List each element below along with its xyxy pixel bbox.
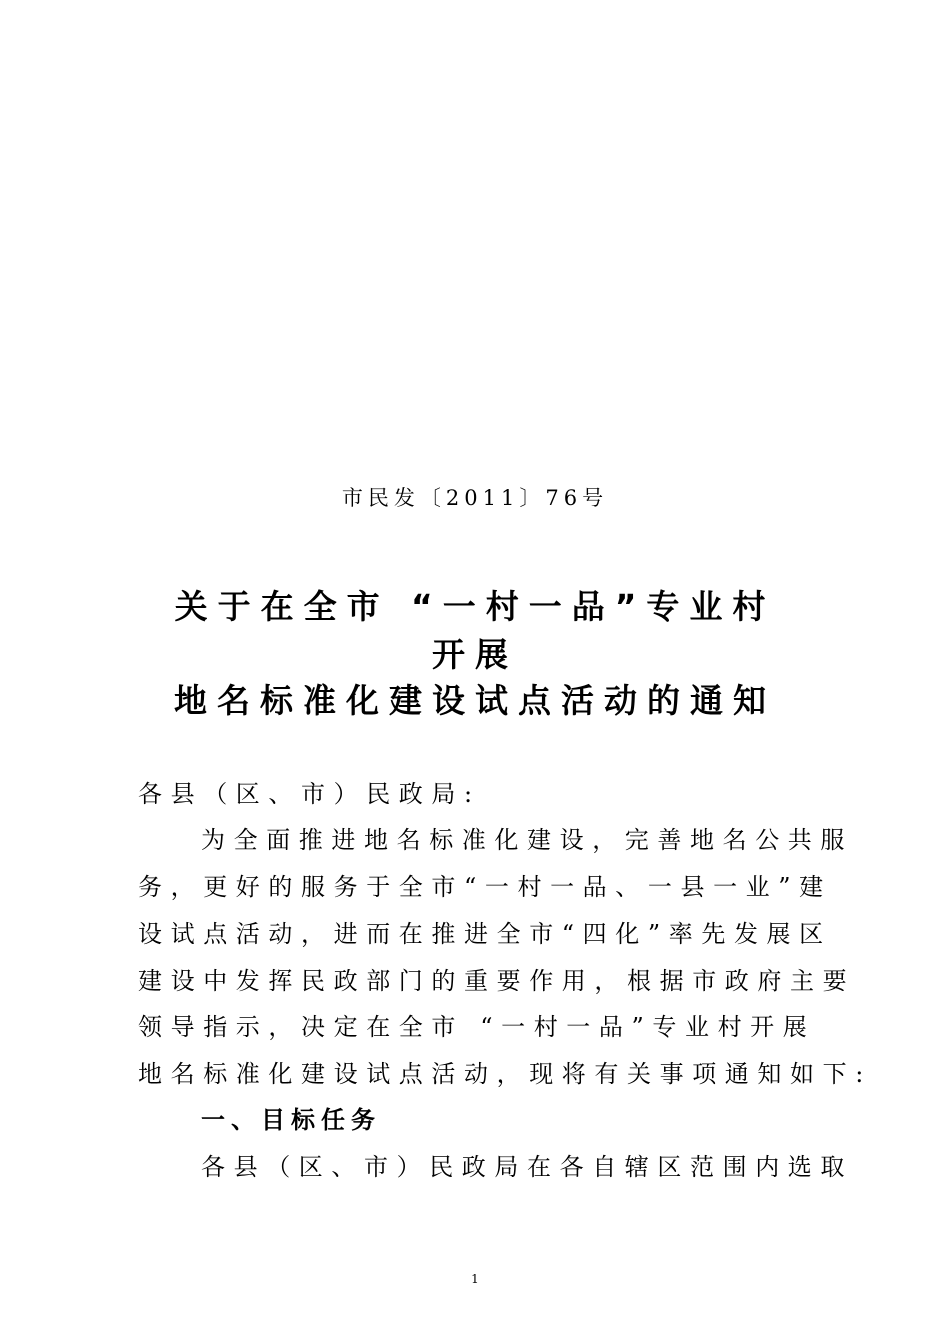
salutation: 各县（区、市）民政局: [138, 780, 481, 808]
body-line-2: 务，更好的服务于全市“一村一品、一县一业”建 [138, 873, 832, 901]
document-number: 市民发〔2011〕76号 [341, 486, 609, 510]
section-first-line: 各县（区、市）民政局在各自辖区范围内选取 [201, 1153, 853, 1181]
body-line-3: 设试点活动，进而在推进全市“四化”率先发展区 [138, 920, 832, 948]
body-line-4: 建设中发挥民政部门的重要作用，根据市政府主要 [138, 967, 856, 995]
body-line-5: 领导指示，决定在全市 “一村一品”专业村开展 [138, 1013, 816, 1041]
document-title-line-1: 关于在全市 “一村一品”专业村 [174, 587, 776, 626]
section-heading: 一、目标任务 [201, 1106, 381, 1134]
page-number: 1 [471, 1272, 479, 1286]
body-line-6: 地名标准化建设试点活动，现将有关事项通知如下: [138, 1060, 872, 1088]
document-title-line-3: 地名标准化建设试点活动的通知 [174, 681, 776, 720]
document-title-line-2: 开展 [432, 635, 518, 674]
body-line-1: 为全面推进地名标准化建设，完善地名公共服 [201, 826, 853, 854]
